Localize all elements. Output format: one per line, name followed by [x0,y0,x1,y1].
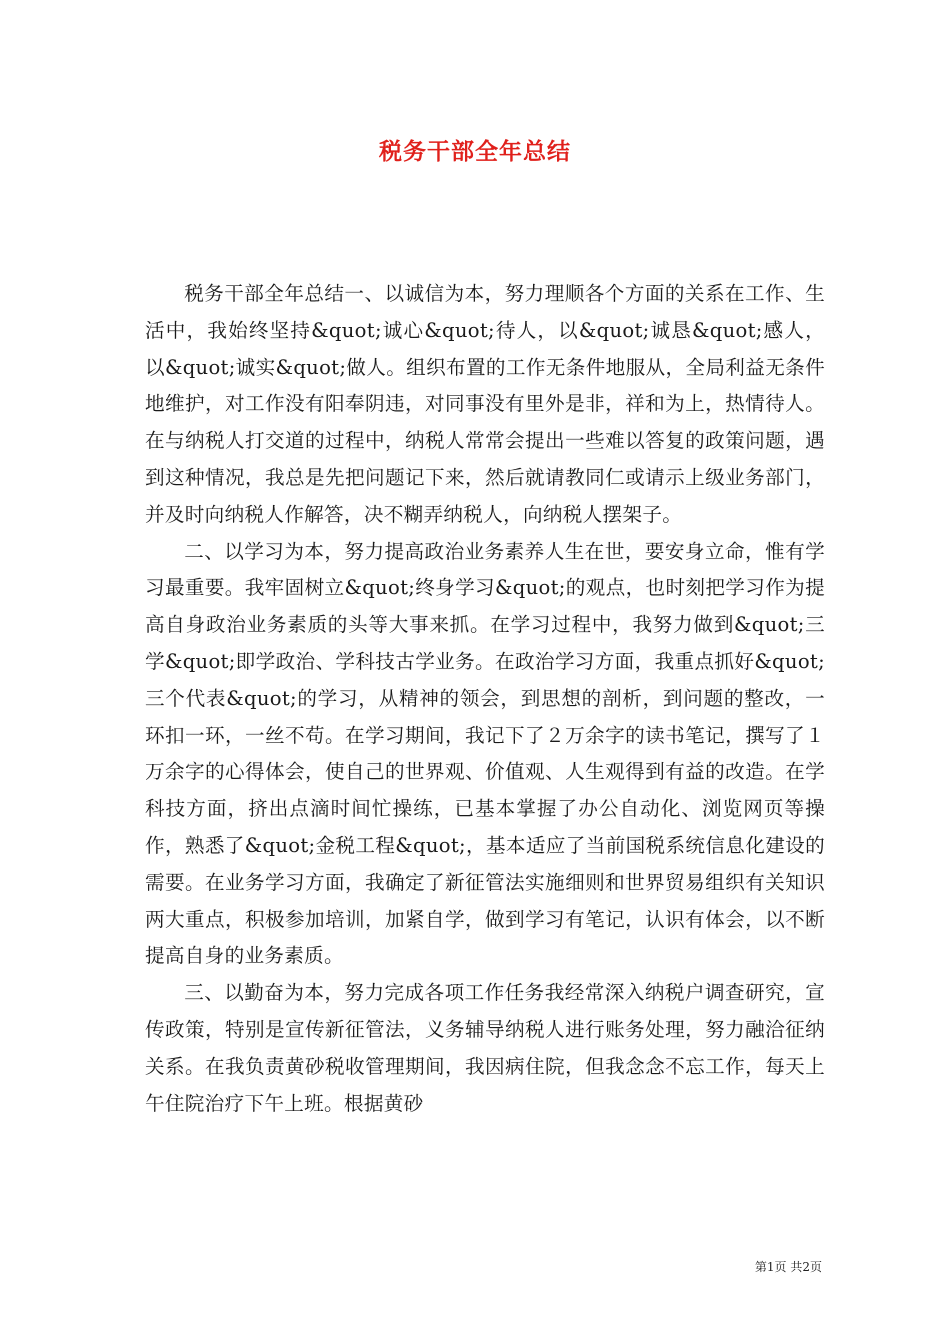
total-pages-number: 2 [802,1260,810,1274]
document-title: 税务干部全年总结 [379,138,571,165]
page-mid: 页 共 [774,1260,803,1274]
page-number-footer [0,1258,822,1275]
document-body [145,276,825,1122]
paragraph-2: 二、以学习为本，努力提高政治业务素养人生在世，要安身立命，惟有学习最重要。我牢固树立&quot;终身学习&quot;的观点，也时刻把学习作为提高自身政治业务素质的头等大事来抓。在学习过程中，我努力做到&quot;三学&quot;即学政治、学科技古学业务。在政治学习方面，我重点抓好&quot;三个代表&quot;的学习，从精神的领会，到思想的剖析，到问题的整改，一环扣一环，一丝不苟。在学习期间，我记下了２万余字的读书笔记，撰写了１万余字的心得体会，使自己的世界观、价值观、人生观得到有益的改造。在学科技方面，挤出点滴时间忙操练，已基本掌握了办公自动化、浏览网页等操作，熟悉了&quot;金税工程&quot;，基本适应了当前国税系统信息化建设的需要。在业务学习方面，我确定了新征管法实施细则和世界贸易组织有关知识两大重点，积极参加培训，加紧自学，做到学习有笔记，认识有体会，以不断提高自身的业务素质。 [145,539,825,968]
paragraph-3: 三、以勤奋为本，努力完成各项工作任务我经常深入纳税户调查研究，宣传政策，特别是宣传新征管法，义务辅导纳税人进行账务处理，努力融洽征纳关系。在我负责黄砂税收管理期间，我因病住院，但我念念不忘工作，每天上午住院治疗下午上班。根据黄砂 [145,981,825,1115]
page-prefix: 第 [754,1260,767,1274]
current-page-number: 1 [766,1260,775,1274]
paragraph-1: 税务干部全年总结一、以诚信为本，努力理顺各个方面的关系在工作、生活中，我始终坚持&quot;诚心&quot;待人，以&quot;诚恳&quot;感人，以&quot;诚实&quot;做人。组织布置的工作无条件地服从，全局利益无条件地维护，对工作没有阳奉阴违，对同事没有里外是非，祥和为上，热情待人。在与纳税人打交道的过程中，纳税人常常会提出一些难以答复的政策问题，遇到这种情况，我总是先把问题记下来，然后就请教同仁或请示上级业务部门，并及时向纳税人作解答，决不糊弄纳税人，向纳税人摆架子。 [145,282,825,526]
page-suffix: 页 [809,1260,822,1274]
